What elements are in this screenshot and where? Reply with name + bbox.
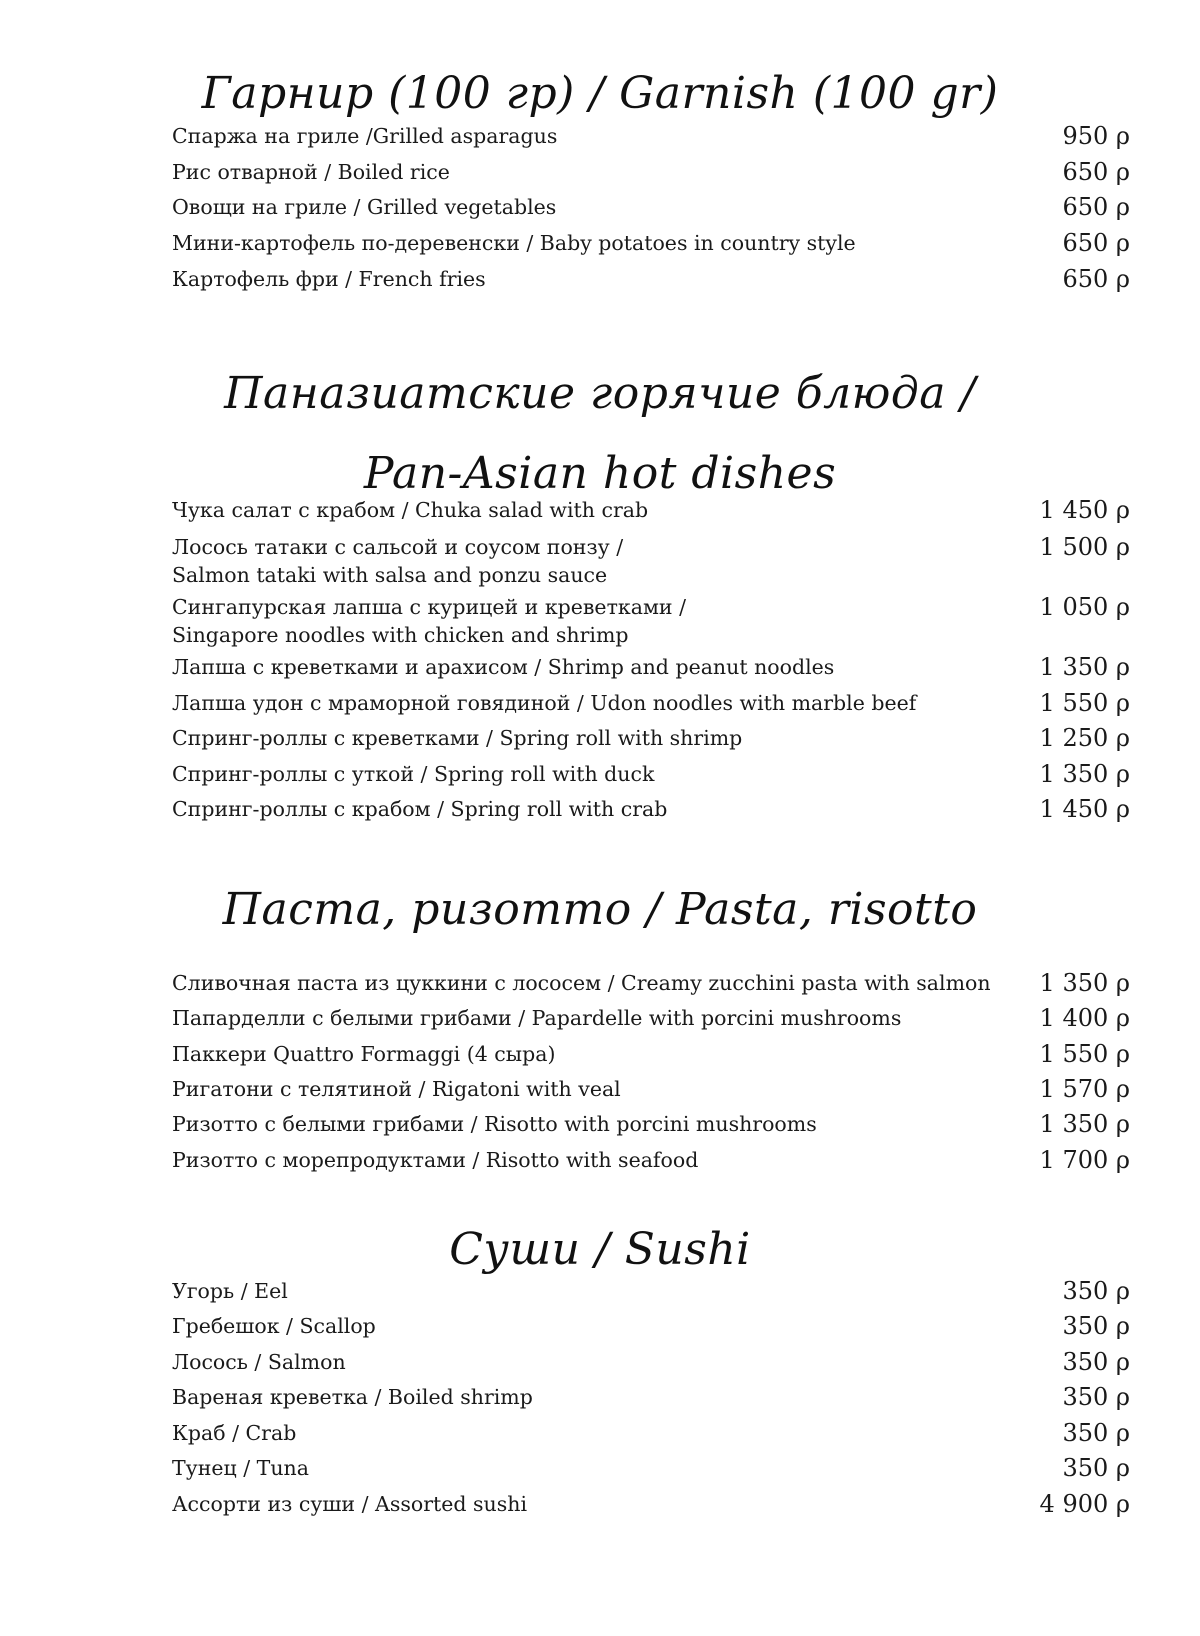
item-name: Паккери Quattro Formaggi (4 сыра) [172,1042,556,1066]
item-price: 1 570 ρ [1039,1075,1130,1103]
section-title-pasta: Паста, ризотто / Pasta, risotto [222,884,978,935]
item-price: 350 ρ [1062,1419,1130,1447]
item-price: 1 500 ρ [1039,533,1130,561]
item-name: Вареная креветка / Boiled shrimp [172,1385,533,1409]
item-name: Спринг-роллы с креветками / Spring roll with shrimp [172,726,743,750]
item-name: Ризотто с белыми грибами / Risotto with porcini mushrooms [172,1112,817,1136]
item-name: Сливочная паста из цуккини с лососем / Creamy zucchini pasta with salmon [172,971,991,995]
item-price: 350 ρ [1062,1277,1130,1305]
item-name: Сингапурская лапша с курицей и креветками / [172,595,686,619]
item-name-en: Salmon tataki with salsa and ponzu sauce [172,563,608,587]
item-name: Чука салат с крабом / Chuka salad with crab [172,498,649,522]
item-price: 1 050 ρ [1039,593,1130,621]
item-name-en: Singapore noodles with chicken and shrimp [172,623,629,647]
item-price: 650 ρ [1062,158,1130,186]
item-name: Лапша с креветками и арахисом / Shrimp and peanut noodles [172,655,835,679]
item-price: 950 ρ [1062,122,1130,150]
item-price: 650 ρ [1062,265,1130,293]
item-name: Мини-картофель по-деревенски / Baby potatoes in country style [172,231,856,255]
item-name: Гребешок / Scallop [172,1314,376,1338]
item-price: 1 550 ρ [1039,689,1130,717]
item-price: 350 ρ [1062,1383,1130,1411]
item-name: Тунец / Tuna [172,1456,309,1480]
item-price: 1 350 ρ [1039,653,1130,681]
item-name: Ризотто с морепродуктами / Risotto with seafood [172,1148,699,1172]
item-price: 1 350 ρ [1039,1110,1130,1138]
item-price: 350 ρ [1062,1312,1130,1340]
item-price: 1 700 ρ [1039,1146,1130,1174]
item-name: Спринг-роллы с крабом / Spring roll with crab [172,797,668,821]
item-price: 650 ρ [1062,193,1130,221]
item-name: Рис отварной / Boiled rice [172,160,450,184]
item-name: Папарделли с белыми грибами / Papardelle with porcini mushrooms [172,1006,902,1030]
item-price: 1 250 ρ [1039,724,1130,752]
item-name: Овощи на гриле / Grilled vegetables [172,195,557,219]
item-price: 1 450 ρ [1039,795,1130,823]
item-name: Угорь / Eel [172,1279,288,1303]
item-price: 650 ρ [1062,229,1130,257]
item-price: 350 ρ [1062,1348,1130,1376]
section-title-sushi: Суши / Sushi [449,1224,751,1275]
item-price: 1 550 ρ [1039,1040,1130,1068]
item-name: Лосось / Salmon [172,1350,346,1374]
item-name: Ассорти из суши / Assorted sushi [172,1492,528,1516]
item-price: 1 400 ρ [1039,1004,1130,1032]
item-name: Спаржа на гриле /Grilled asparagus [172,124,558,148]
item-name: Ригатони с телятиной / Rigatoni with veal [172,1077,621,1101]
section-title-pan-asian-en: Pan-Asian hot dishes [363,448,837,499]
section-title-garnish: Гарнир (100 гр) / Garnish (100 gr) [201,68,999,119]
item-price: 1 450 ρ [1039,496,1130,524]
item-name: Краб / Crab [172,1421,297,1445]
item-price: 4 900 ρ [1039,1490,1130,1518]
item-price: 1 350 ρ [1039,969,1130,997]
item-name: Лосось татаки с сальсой и соусом понзу / [172,535,624,559]
item-name: Лапша удон с мраморной говядиной / Udon noodles with marble beef [172,691,917,715]
section-title-pan-asian: Паназиатские горячие блюда / [224,368,976,419]
item-name: Спринг-роллы с уткой / Spring roll with duck [172,762,655,786]
item-name: Картофель фри / French fries [172,267,486,291]
item-price: 1 350 ρ [1039,760,1130,788]
item-price: 350 ρ [1062,1454,1130,1482]
